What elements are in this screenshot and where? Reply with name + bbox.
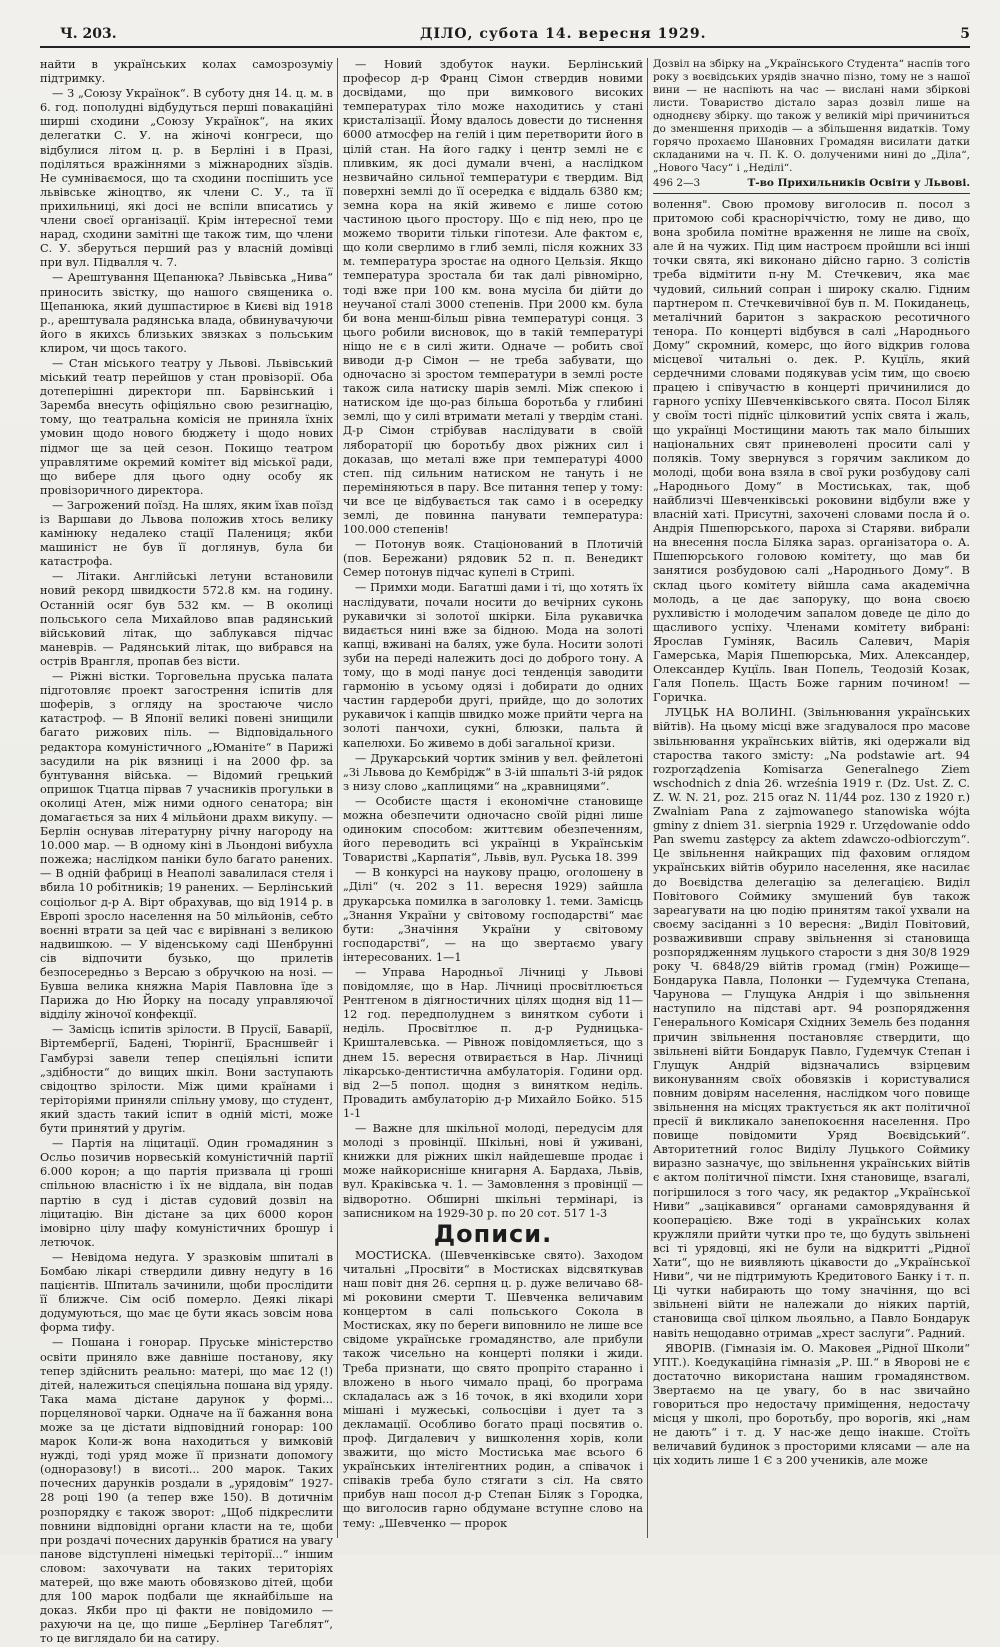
article-paragraph: — Невідома недуга. У зразковім шпиталі в Бомбаю лікарі ствердили дивну недугу в 16 пацієнтів. Шпиталь зачинили, щоби прослідити її ближче. Сім осіб померло. Деякі лікарі додумуються, що має це бути якась зовсім нова форма тифу.	[40, 1250, 333, 1335]
article-paragraph: — Партія на ліцитації. Один громадянин з Осльо позичив норвеській комуністичній партії 6.000 корон; а що партія призвала ці гроші спільною власністю і їх не віддала, він подав партію в суд і дістав судовий дозвіл на ліцитацію. Він дістане за цих 6000 корон імовірно цілу шафу комуністичних брошур і летючок.	[40, 1137, 333, 1249]
section-heading-dopysy: Дописи.	[433, 1219, 553, 1248]
article-paragraph: — Загрожений поїзд. На шлях, яким їхав поїзд із Варшави до Львова положив хтось велику камінюку недалеко стації Палениця; якби машиніст не був її доглянув, була би катастрофа.	[40, 498, 333, 569]
column-3	[653, 58, 970, 1548]
notice-code: 496 2—3	[653, 177, 701, 189]
masthead-title: ДІЛО, субота 14. вересня 1929.	[420, 26, 707, 42]
column-rule-1	[337, 58, 338, 1538]
page-number: 5	[960, 26, 970, 42]
column-1	[40, 58, 333, 1646]
article-paragraph: волення". Свою промову виголосив п. посол з притомою собі красноріччістю, тому не диво, що вона зробила помітне враження не лише на своїх, але й на чужих. Під цим настроєм пройшли всі інші точки свята, які виконано дійсно гарно. З солістів треба відмітити п-ну М. Стечкевич, яка має чудовий, сильний сопран і широку скалю. Гідним партнером п. Стечкевичівної був п. М. Покиданець, металічний баритон з закраскою ресотичного тенора. По концерті відбувся в салі „Народнього Дому“ скромний, комерс, що його відкрив голова місцевої читальні о. дек. Р. Куцїль, який сердечними словами подякував усім тим, що своєю працею і співучастю в концерті причинилися до гарного успіху Шевченківського свята. Посол Біляк у своїм тості піднїс цілковитий успіх свята і жаль, що українці Мостищини мають так мало білыших національних свят приневолені просити салі у поляків. Тому звернувся з горячим закликом до молоді, щоби вона взяла в свої руки розбудову салі „Народнього Дому“ в Мостиськах, так, щоб найблизчі Шевченківські роковини відбули вже у власній хаті. Присутні, захочені словами посла й о. Андрія Пшепюрського, пароха зі Старяви. вибрали на внесення посла Біляка зараз. організатора о. А. Пшепюрського головою комітету, що мав би занятися розбудовою салі „Народнього Дому“. В склад цього комітету війшла сама академічна молодь, а це дає запоруку, що вона своєю рухливістю і молодечим запалом доведе це діло до щасливого успіху. Членами комітету вибрані: Ярослав Гуміняк, Василь Салевич, Марія Гамерська, Марія Пшепюрська, Мих. Александер, Олександер Куцїль. Іван Попель, Теодозій Козак, Галя Попель. Щасть Боже гарним почином! — Горичка.	[653, 198, 970, 705]
article-paragraph: — Ріжні вістки. Торговельна пруська палата підготовляє проект загострення іспитів для шоферів, з огляду на зростаюче число катастроф. — В Японії великі повені знищили багато рижових піль. — Відповідального редактора комуністичного „Юманіте“ в Парижі засудили на рік вязниці і на 2000 фр. за бунтування війська. — Відомий грецький опришок Тцатца пірвав 7 учасників прогульки в околиці Атен, між ними одного сенатора; він домагається за них 4 мільйони драхм викупу. — Берлін оснував літературну річну нагороду на 10.000 мар. — В одному кіні в Льондоні вибухла пожежа; наслідком паніки було багато ранених. — В одній фабриці в Неаполі завалилася стеля і вбила 10 робітників; 19 ранених. — Берлінський соціольог д-р А. Вірт обрахував, що від 1914 р. в Европі зросло населення на 50 мільйонів, себто воєнні втрати за цей час є вирівнані з великою надвишкою. — У віденському саді Шенбрунні сів відпочити бузько, що прилетів безпосередньо з Версаю з обручкою на нозі. — Бувша велика княжна Марія Павловна їде з Парижа до Ню Йорку на посаду управляючої відділу жіночої конфекції.	[40, 670, 333, 1022]
article-paragraph: — Друкарський чортик змінив у вел. фейлетоні „Зі Львова до Кембрідж“ в 3-ій шпальті 3-ій рядок з низу слово „каплицями“ на „кравницями“.	[343, 751, 643, 793]
masthead	[40, 24, 970, 48]
article-paragraph: — Новий здобуток науки. Берлінський професор д-р Франц Сімон ствердив новими досвідами, що при вимкового високих температурах тіло може находитись у стані кристалізації. Йому вдалось довести до тиснення 6000 атмосфер на гелій і цим перетворити його в цілій стан. На його гадку і центр землі не є пливким, як досі думали вчені, а наслідком незвичайно сильної температури є твердим. Від поверхні землі до її осередка є віддаль 6380 км; земна кора на якій живемо є лише сотою частиною цього простору. Що є під нею, про це можемо творити тільки гіпотези. Але фактом є, що коли сверлимо в глиб землі, після кожних 33 м. температура зростає на одного Цельзія. Якщо температура зростала би так далі рівномірно, тоді вже при 100 км. вона мусіла би дійти до неучаної сталі 3000 степенів. При 2000 км. була би вона менш-більш рівна температурі сонця. З цього робили висновок, що в такій температурі ніщо не є в силі жити. Одначе — робить свої виводи д-р Сімон — не треба забувати, що одночасно зі зростом температури в землі росте також сила натиску шарів землі. Між спекою і натиском іде що-раз більша боротьба у глибині землі, що у силі втримати металі у твердім стані. Д-р Сімон стрібував наслідувати в своїй лябораторії цю боротьбу двох ріжних сил і доказав, що металі вже при температурі 4000 степ. під сильним натиском не тануть і не переміняються в пару. Все питання тепер у тому: чи все це відбувається так само і в осередку землі, де повинна панувати температура: 100.000 степенів!	[343, 58, 643, 537]
article-paragraph: ЛУЦЬК НА ВОЛИНІ. (Звільнювання українських війтів). На цьому місці вже згадувалося про масове звільнювання українських війтів, які одержали від староства такого змісту: „Na podstawie art. 94 rozporządzenia Komisarza Generalnego Ziem wschodnich z dnia 26. września 1919 r. (Dz. Ust. Z. C. Z. W. N. 21, poz. 215 oraz N. 11/44 poz. 130 z 1920 r.) Zwalniam Pana z zajmowanego stanowiska wójta gminy z dniem 31. sierpnia 1929 r. Urzędowanie oddo Pan swemu zastępcy za aktem zdawczo-odbiorczym“. Це звільнення найкращих під фаховим оглядом українських війтів обурило населення, яке насилає до Воєвідства делегацію за делегацією. Виділ Повітового Соймику змушений був також зареагувати на цю подію принятям такої ухвали на своєму засіданні з 10 вересня: „Виділ Повітовий, розважививши справу звільнення зі становища розпорядженням луцького старости з дня 30/8 1929 року Ч. 6848/29 війтів громад (гмін) Рожище— Бондарука Павла, Полонки — Гудемчука Степана, Чарунова — Глущука Андрія і що звільнення наступило на підставі арт. 94 розпорядження Генерального Комісаря Східних Земель без подання причин звільнення постановляє ствердити, що звільнені війти Бондарук Павло, Гудемчук Степан і Глущук Андрій відзначались взірцевим виконуванням своїх обовязків і користувалися повним довірям населення, наслідком чого повище звільнення на місцях трактується як акт політичної пресії й викликало занепокоєння населення. Про повище повідомити Уряд Воєвідський“. Авторитетний голос Виділу Луцького Соймику виразно зазначує, що звільнення українських війтів є актом політичної пімсти. Іхня становище, взагалі, погіршилося з того часу, як редактор „Української Ниви“ „зацікавився“ органами самоврядування й кооперацією. Вже тоді в українських колах кружляли прийти чутки про те, що будуть звільнені всі ті урядовці, які не були на відкритті „Рідної Хати“, що не виявляють цікавости до „Української Ниви“, чи не підтримують Кредитового Банку і т. п. Ці чутки набирають що тому значіння, що всі звільнені війти не належали до ніяких партій, становища свої цілком льояльно, а Павло Бондарук навіть нещодавно отримав „хрест заслуги“. Радний.	[653, 706, 970, 1340]
article-paragraph: — Особисте щастя і економічне становище можна обезпечити одночасно своїй рідні лише одиноким способом: життєвим обезпеченням, його переводить всі українці в Українськім Товаристві „Карпатія“, Львів, вул. Руська 18. 399	[343, 794, 643, 865]
notice-signature	[653, 177, 970, 190]
article-paragraph: — Потонув вояк. Стаціонований в Плотичій (пов. Бережани) рядовик 52 п. п. Венедикт Семер потонув підчас купелі в Стрипі.	[343, 538, 643, 580]
article-paragraph: — В конкурсі на наукову працю, оголошену в „Ділі“ (ч. 202 з 11. вересня 1929) зайшла друкарська помилка в заголовку 1. теми. Замісць „Знання України у світовому господарстві“ має бути: „Значіння України у світовому господарстві“, — на що звертаємо увагу інтересованих. 1—1	[343, 866, 643, 964]
article-paragraph: найти в українських колах самозрозуміу підтримку.	[40, 58, 333, 86]
article-paragraph: — Стан міського театру у Львові. Львівський міський театр перейшов у стан провізорії. Оба дотеперішні директори пп. Барвінський і Заремба внесуть офіціяльно свою резигнацію, тому, що театральна комісія не приняла їхніх умовин щодо нового бюджету і щодо нових підмог ще за цей сезон. Покищо театром управлятиме окремий комітет від міської ради, що вибере для цього одну особу як провізоричного директора.	[40, 356, 333, 497]
article-paragraph: — Арештування Щепанюка? Львівська „Нива“ приносить звістку, що нашого священика о. Щепанюка, який душпастирює в Києві від 1918 р., арештувала радянська влада, обвинувачуючи його в якихсь близьких звязках з польським клиром, чи щось такого.	[40, 271, 333, 355]
article-paragraph: — Управа Народньої Лічниці у Львові повідомляє, що в Нар. Лічниці просвітлюється Рентгеном в діягностичних цілях щодня від 11—12 год. передполуднем з винятком суботи і неділь. Просвітлює п. д-р Рудницька-Кришталевська. — Рівнож повідомляється, що з днем 15. вересня отвирається в Нар. Лічниці лікарсько-дентистична амбулаторія. Години орд. від 2—5 попол. щодня з винятком неділь. Провадить амбулаторію д-р Михайло Бойко. 515 1-1	[343, 966, 643, 1120]
column-2	[343, 58, 643, 1548]
article-paragraph: — Пошана і гонорар. Пруське міністерство освіти приняло вже давніше постанову, яку тепер здійснить реально: матері, що має 12 (!) дітей, належиться спеціяльна пошана від уряду. Така мама дістане дарунок у формі... порцелянової чарки. Одначе на її бажання вона може за це дістати відповідний гонорар: 100 марок Коли-ж вона находиться у вимковій нужді, тоді уряд може її признати допомогу (одноразову!) в висоті... 200 марок. Таких почесних дарунків роздали в „урядовім“ 1927-28 році 190 (а тепер вже 150). В дотичнім розпорядку є також зворот: „Щоб підкреслити повнини відповідні органи класти на те, щоби при роздачі почесних дарунків братися на увагу панове відступлені німецькі теріторії...“ іншим словом: захочувати на таких територіях матерей, що вже мають обовязково дітей, щоби для 100 марок подбали ще якнайбільше на доказ. Якби про ці факти не повідомило — рахуючи на це, що пише „Берлінер Тагеблят“, то це виглядало би на сатиру.	[40, 1336, 333, 1646]
article-paragraph: ЯВОРІВ. (Гімназія ім. О. Маковея „Рідної Школи“ УПТ.). Коедукаційна гімназія „Р. Ш.“ в Яворові не є достаточно використана нашим громадянством. Звертаємо на це увагу, бо в нас звичайно говориться про недостачу приміщення, недостачу місця у школі, про боротьбу, про ворогів, які „нам не дають“ і т. д. У нас-же дещо інакше. Стоїть величавий будинок з просторими клясами — але на ціх ходить лише 1 Є з 200 учеників, але може	[653, 1341, 970, 1468]
article-paragraph: — З „Союзу Українок“. В суботу дня 14. ц. м. в 6. год. пополудні відбудуться перші повакаційні ширші сходини „Союзу Українок“, на яких делегатки С. У. на жіночі конгреси, що відбулися літом ц. р. в Берліні і в Празі, поділяться вражіннями з міжнародних зїздів. Не сумніваємося, що та сходини поспішить усе львівське жіноцтво, як члени С. У., та її прихильниці, які досі не вспіли вписатись у члени своєї організації. Крім інтересної теми нарад, сходини замітні ще також тим, що члени С. У. зберуться перший раз у власній домівці при вул. Підвалля ч. 7.	[40, 87, 333, 270]
notice-text: Дозвіл на збірку на „Українського Студента“ наспів того року з воєвідських урядів значно пізно, тому не з нашої вини — не наспіють на час — вислані нами збіркові листи. Товариство дістало зараз дозвіл лише на одноднєву збірку. що також у великій мірі причиниться до зменшення приходів — а збільшення видатків. Тому горячо прохаємо Шановних Громадян висилати датки складаними на ч. П. К. О. долученими нині до „Діла“, „Нового Часу“ і „Неділі“.	[653, 58, 970, 174]
article-paragraph: — Примхи моди. Багатші дами і ті, що хотять їх наслідувати, почали носити до вечірних суконь рукавички зі золотої шкірки. Біла рукавичка видається нині вже за бідною. Мода на золоті капці, вживані на балях, уже була. Носити золоті зуби на переді належить досі до доброго тону. А тому, що в моді панує досі тенденція заводити гармонію в усьому одязі і добирати до одних частин гардероби другі, прийде, що до золотих рукавичок і капців швидко може прийти черга на золоті панчохи, сукні, блюзки, пальта й капелюхи. Бо живемо в добі загальної кризи.	[343, 581, 643, 750]
donation-notice	[653, 58, 970, 194]
article-paragraph: МОСТИСКА. (Шевченківське свято). Заходом читальні „Просвіти“ в Мостисках відсвяткував наш повіт дня 26. серпня ц. р. дуже величаво 68-мі роковини смерти Т. Шевченка величавим концертом в салі польського Сокола в Мостисках, яку по береги виповнило не лише все свідоме українське громадянство, але прибули також чисельно на концерті поляки і жиди. Треба признати, що свято пропрiто старанно і вложено в нього чимало праці, бо програма складалась аж з 16 точок, в які входили хори мішані і мужеські, сольосціви і дует та з декламації. Особливо богато праці посвятив о. проф. Дигдалевич у вишколення хорів, коли зважити, що місто Мостиська має всього 6 українських інтелігентних родин, а співачок і співаків треба було стягати з сіл. На свято прибув наш посол д-р Степан Біляк з Городка, що виголосив гарно обдумане вступне слово на тему: „Шевченко — пророк	[343, 1248, 643, 1530]
article-paragraph: — Важне для шкільної молоді, передусім для молоді з провінції. Шкільні, нові й уживані, книжки для ріжних шкіл найдешевше продає і може найкорисніше книгарня А. Бардаха, Львів, вул. Краківська ч. 1. — Замовлення з провінції — відворотно. Обширні шкільні термінарі, із записником на 1929-30 р. по 20 сот. 517 1-3	[343, 1122, 643, 1220]
notice-signature-text: Т-во Прихильників Освіти у Львові.	[747, 177, 970, 189]
article-paragraph: — Замісць іспитів зрілости. В Прусії, Баварії, Віртембергії, Бадені, Тюрінгії, Брасншвейг і Гамбурзі завели тепер спеціяльні іспити „здібности“ до вищих шкіл. Вони заступають свідоцтво зрілости. Між цими країнами і теріторіями приняли спільну умову, що студент, який здасть такий іспит в одній місті, може бути принятий у другім.	[40, 1023, 333, 1136]
column-rule-2	[647, 58, 648, 1538]
article-paragraph: — Літаки. Англійські летуни встановили новий рекорд швидкости 572.8 км. на годину. Останній осяг був 532 км. — В околиці польського села Михайлово впав радянський військовий літак, що заблукався підчас маневрів. — Радянський літак, що вибрався на острів Врангля, пропав без вісти.	[40, 570, 333, 668]
issue-number: Ч. 203.	[60, 26, 117, 42]
